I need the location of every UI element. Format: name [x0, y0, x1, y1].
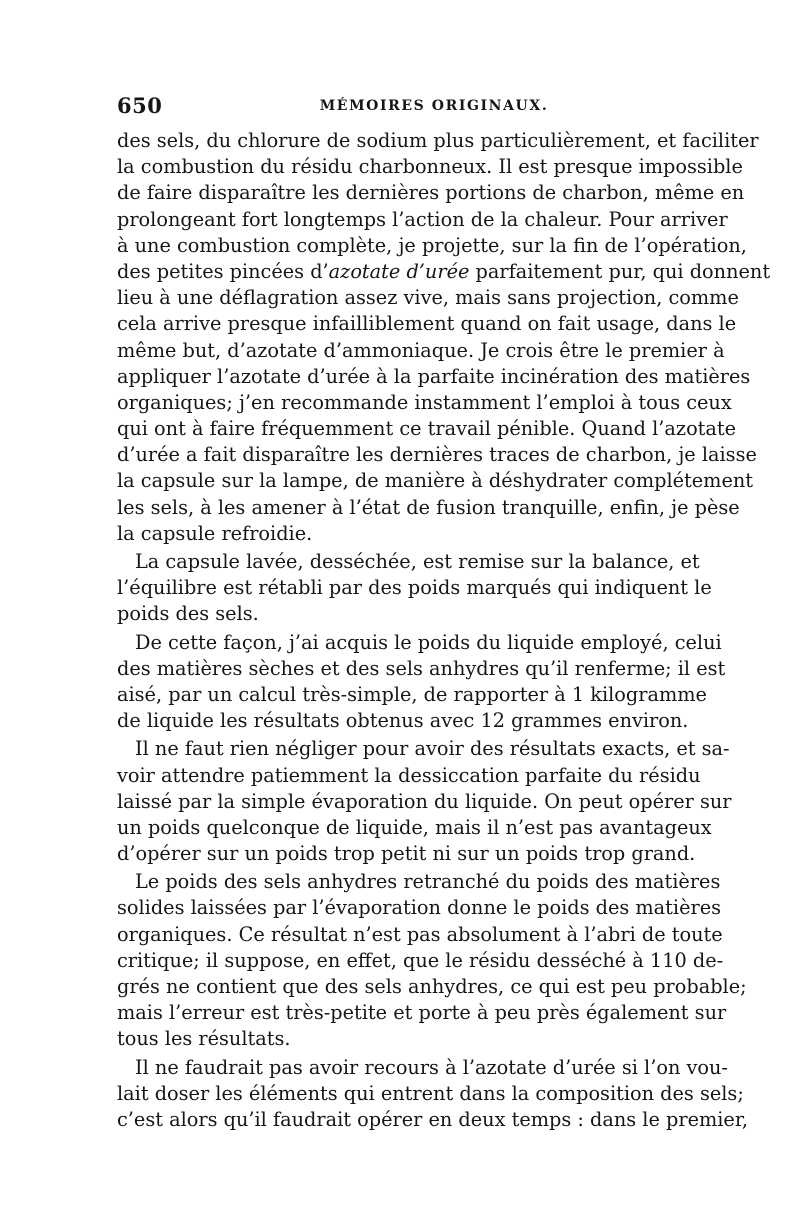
- text-line: organiques; j’en recommande instamment l’emploi à tous ceux: [117, 390, 732, 414]
- text-line: Le poids des sels anhydres retranché du poids des matières: [135, 870, 721, 894]
- text-line: de faire disparaître les dernières portions de charbon, même en: [117, 181, 745, 205]
- text-line: lait doser les éléments qui entrent dans la composition des sels;: [117, 1081, 744, 1105]
- text-line: la capsule sur la lampe, de manière à déshydrater complétement: [117, 469, 754, 493]
- paragraph: [117, 1055, 749, 1134]
- text-line: même but, d’azotate d’ammoniaque. Je crois être le premier à: [117, 338, 725, 362]
- text-line: Il ne faut rien négliger pour avoir des résultats exacts, et sa-: [135, 737, 730, 761]
- text-line: des sels, du chlorure de sodium plus particulièrement, et faciliter: [117, 129, 759, 152]
- text-line: voir attendre patiemment la dessiccation parfaite du résidu: [117, 763, 701, 787]
- text-line: cela arrive presque infailliblement quand on fait usage, dans le: [117, 312, 737, 336]
- text-line: c’est alors qu’il faudrait opérer en deux temps : dans le premier,: [117, 1107, 749, 1131]
- paragraph: [117, 549, 712, 628]
- text-line: de liquide les résultats obtenus avec 12 grammes environ.: [117, 709, 689, 733]
- text-line: poids des sels.: [117, 602, 259, 626]
- text-line: qui ont à faire fréquemment ce travail pénible. Quand l’azotate: [117, 417, 737, 441]
- paragraph: [117, 736, 732, 867]
- text-line: tous les résultats.: [117, 1027, 291, 1051]
- text-line: la capsule refroidie.: [117, 521, 313, 545]
- text-line: organiques. Ce résultat n’est pas absolument à l’abri de toute: [117, 922, 723, 946]
- text-line: à une combustion complète, je projette, sur la fin de l’opération,: [117, 233, 747, 257]
- text-line: laissé par la simple évaporation du liquide. On peut opérer sur: [117, 789, 732, 813]
- emphasized-term: azotate d’urée: [328, 259, 470, 283]
- text-fragment: parfaitement pur, qui donnent: [469, 259, 771, 283]
- text-line: mais l’erreur est très-petite et porte à peu près également sur: [117, 1001, 727, 1025]
- text-line: solides laissées par l’évaporation donne le poids des matières: [117, 896, 722, 920]
- text-fragment: des petites pincées d’: [117, 259, 329, 283]
- text-line-with-emphasis: [117, 259, 771, 285]
- running-title: MÉMOIRES ORIGINAUX.: [319, 98, 549, 114]
- text-line: des matières sèches et des sels anhydres qu’il renferme; il est: [117, 656, 726, 680]
- text-line: un poids quelconque de liquide, mais il n’est pas avantageux: [117, 815, 712, 839]
- text-line: la combustion du résidu charbonneux. Il est presque impossible: [117, 155, 743, 179]
- text-line: La capsule lavée, desséchée, est remise sur la balance, et: [135, 550, 700, 573]
- text-line: aisé, par un calcul très-simple, de rapporter à 1 kilogramme: [117, 682, 707, 706]
- text-line: De cette façon, j’ai acquis le poids du liquide employé, celui: [135, 630, 722, 654]
- text-line: critique; il suppose, en effet, que le résidu desséché à 110 de-: [117, 948, 724, 972]
- paragraph: [117, 128, 771, 547]
- text-line: lieu à une déflagration assez vive, mais sans projection, comme: [117, 286, 739, 310]
- text-line: les sels, à les amener à l’état de fusion tranquille, enfin, je pèse: [117, 495, 740, 519]
- running-head: [117, 93, 691, 121]
- text-line: d’urée a fait disparaître les dernières traces de charbon, je laisse: [117, 443, 757, 467]
- body-text: [117, 128, 771, 1133]
- text-line: d’opérer sur un poids trop petit ni sur un poids trop grand.: [117, 842, 696, 866]
- page-number: 650: [117, 93, 163, 118]
- text-line: l’équilibre est rétabli par des poids marqués qui indiquent le: [117, 576, 712, 600]
- text-line: appliquer l’azotate d’urée à la parfaite incinération des matières: [117, 364, 751, 388]
- text-line: grés ne contient que des sels anhydres, ce qui est peu probable;: [117, 975, 747, 998]
- paragraph: [117, 630, 726, 735]
- text-line: Il ne faudrait pas avoir recours à l’azotate d’urée si l’on vou-: [135, 1055, 728, 1079]
- paragraph: [117, 869, 747, 1052]
- text-line: prolongeant fort longtemps l’action de la chaleur. Pour arriver: [117, 207, 728, 231]
